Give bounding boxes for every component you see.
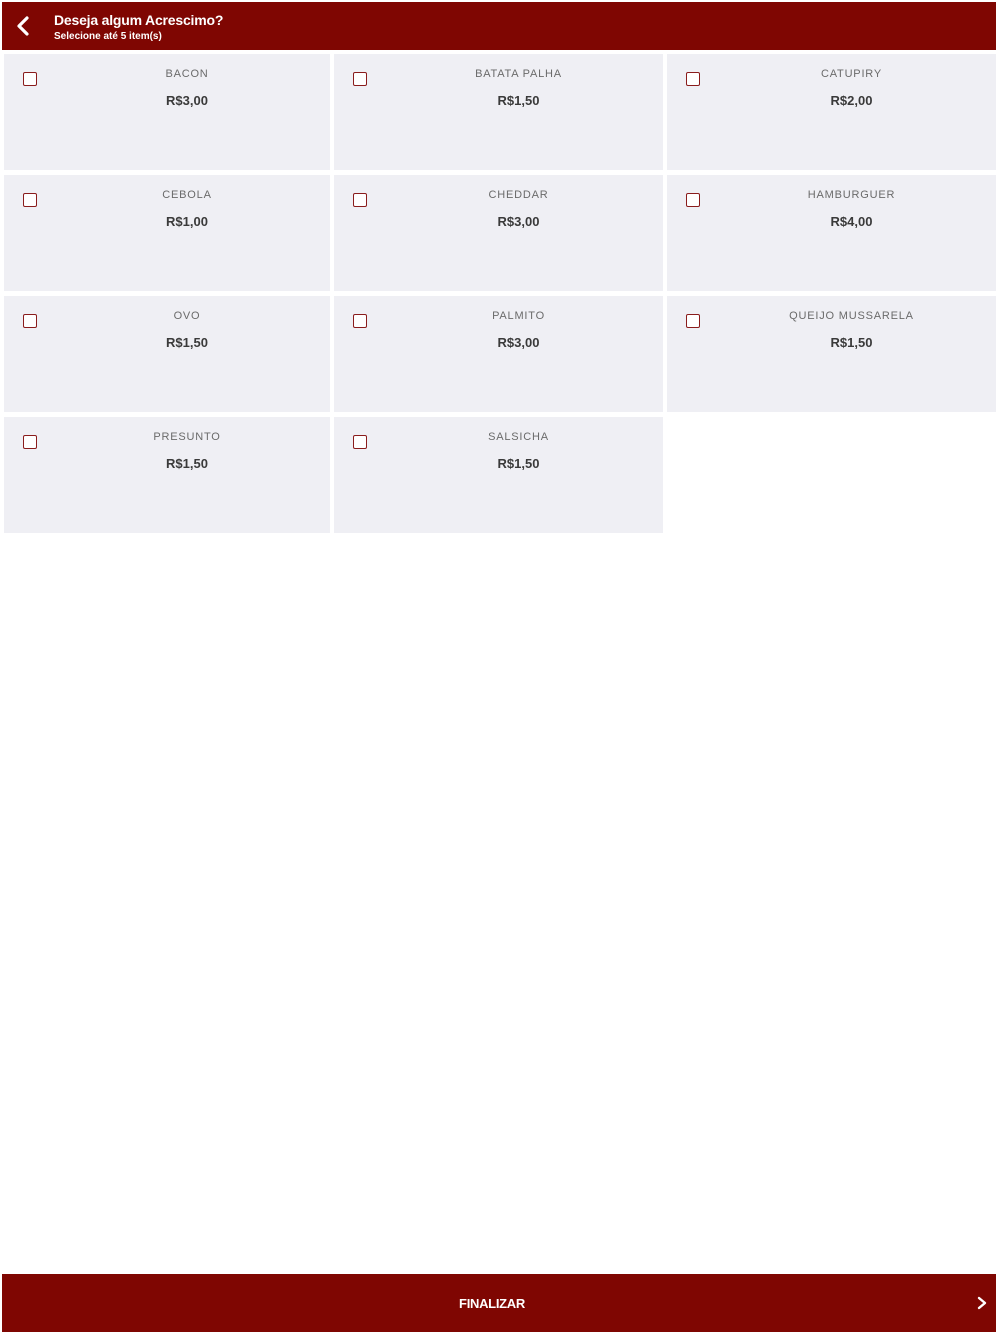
page-title: Deseja algum Acrescimo? xyxy=(54,12,224,28)
chevron-left-icon xyxy=(16,16,30,36)
addon-checkbox-queijo-mussarela[interactable] xyxy=(686,314,700,328)
addon-checkbox-cheddar[interactable] xyxy=(353,193,367,207)
addon-name: CEBOLA xyxy=(162,189,212,201)
addon-checkbox-palmito[interactable] xyxy=(353,314,367,328)
addon-price: R$1,50 xyxy=(166,456,208,471)
addon-card-palmito[interactable] xyxy=(334,296,663,412)
addon-price: R$3,00 xyxy=(497,214,540,229)
addon-checkbox-ovo[interactable] xyxy=(23,314,37,328)
addon-name: OVO xyxy=(173,310,201,322)
addon-card-presunto[interactable] xyxy=(4,417,330,533)
addon-name: CATUPIRY xyxy=(820,68,882,80)
finalize-button[interactable] xyxy=(2,1274,996,1332)
page-subtitle: Selecione até 5 item(s) xyxy=(54,31,162,42)
addon-checkbox-cebola[interactable] xyxy=(23,193,37,207)
addon-checkbox-bacon[interactable] xyxy=(23,72,37,86)
addon-price: R$1,50 xyxy=(497,93,540,108)
chevron-right-icon xyxy=(976,1296,988,1310)
addon-card-queijo-mussarela[interactable] xyxy=(667,296,996,412)
addon-name: PRESUNTO xyxy=(153,431,221,443)
addon-price: R$3,00 xyxy=(497,335,540,350)
addon-price: R$1,00 xyxy=(166,214,208,229)
addon-name: HAMBURGUER xyxy=(807,189,896,201)
addon-card-hamburguer[interactable] xyxy=(667,175,996,291)
addon-card-salsicha[interactable] xyxy=(334,417,663,533)
addon-checkbox-salsicha[interactable] xyxy=(353,435,367,449)
addon-name: BACON xyxy=(165,68,209,80)
addon-name: PALMITO xyxy=(492,310,545,322)
addon-checkbox-presunto[interactable] xyxy=(23,435,37,449)
addon-price: R$1,50 xyxy=(830,335,873,350)
addon-checkbox-catupiry[interactable] xyxy=(686,72,700,86)
addon-card-ovo[interactable] xyxy=(4,296,330,412)
addon-name: SALSICHA xyxy=(488,431,549,443)
addon-name: CHEDDAR xyxy=(488,189,549,201)
addon-card-catupiry[interactable] xyxy=(667,54,996,170)
addon-name: BATATA PALHA xyxy=(475,68,562,80)
addon-card-batata-palha[interactable] xyxy=(334,54,663,170)
addon-price: R$2,00 xyxy=(830,93,873,108)
addon-price: R$1,50 xyxy=(497,456,540,471)
addon-card-cheddar[interactable] xyxy=(334,175,663,291)
addon-price: R$4,00 xyxy=(830,214,873,229)
addon-card-cebola[interactable] xyxy=(4,175,330,291)
addon-price: R$3,00 xyxy=(166,93,208,108)
addon-card-bacon[interactable] xyxy=(4,54,330,170)
back-button[interactable] xyxy=(8,10,38,42)
app-header xyxy=(2,2,996,50)
addon-checkbox-batata-palha[interactable] xyxy=(353,72,367,86)
finalize-label: FINALIZAR xyxy=(459,1296,525,1311)
addon-price: R$1,50 xyxy=(166,335,208,350)
addon-name: QUEIJO MUSSARELA xyxy=(789,310,914,322)
addon-grid xyxy=(4,54,996,533)
addon-checkbox-hamburguer[interactable] xyxy=(686,193,700,207)
